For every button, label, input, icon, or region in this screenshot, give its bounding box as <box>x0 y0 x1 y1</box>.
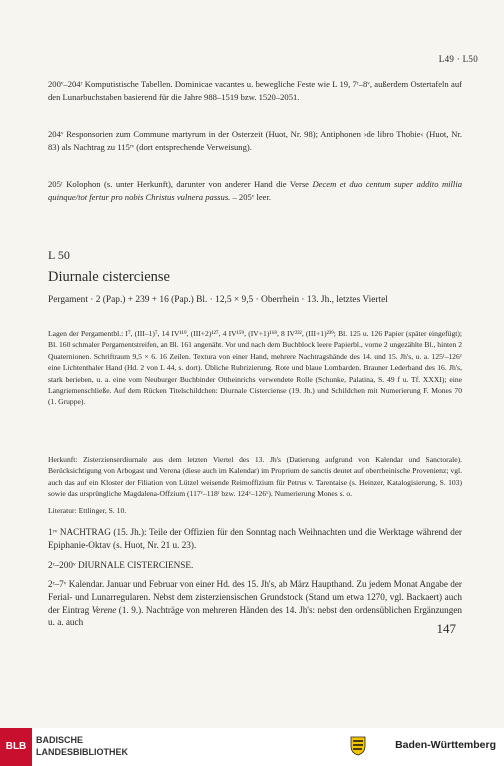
literature: Literatur: Ettlinger, S. 10. <box>48 506 127 515</box>
intro-paragraph-1: 200ᵛ–204ʳ Komputistische Tabellen. Dominicae vacantes u. bewegliche Feste wie L 19, 7ʳ–8ᵛ, außerdem Ostertafeln auf den Lunarbuchstaben basierend für die Jahre 988–1519 bzw. 1520–2051. <box>48 79 462 102</box>
page-number: 147 <box>436 621 456 636</box>
footer-bar <box>0 728 504 766</box>
provenance: Herkunft: Zisterzienserdiurnale aus dem letzten Viertel des 13. Jh's (Datierung aufgrund von Kalendar und Sanctorale). Berücksichtigung von Arbogast und Verena (diese auch im Kalendar) im Proprium de sanctis deutet auf oberrheinische Provenienz; vgl. auch das auf ein Kloster der Filiation von Lützel weisende Reimoffizium für Petrus v. Tarentaise (s. Heinzer, Katalogisierung, S. 103) sowie das ursprüngliche Magdalena-Offzium (117ᵛ–118ʳ bzw. 124ᵛ–126ᵛ). Numerierung Mones s. o. <box>48 455 462 499</box>
physical-description: Lagen der Pergamentbl.: I⁷, (III–1)⁷, 14 IV¹¹⁹, (III+2)¹²⁷, 4 IV¹⁵⁹, (IV+1)¹⁶⁸, 8 IV²³², (III+1)²³⁹; Bl. 125 u. 126 Papier (später eingefügt); Bl. 160 schmaler Pergamentstreifen, an Bl. 161 angenäht. Vor und nach dem Buchblock leere Papierbl., vorne 2 ungezählte Bl., hinten 2 Quaternionen. Schriftraum 9,5 × 6. 16 Zeilen. Textura von einer Hand, mehrere Nachtragshände des 14. und 15. Jh's, u. a. 125ʳ–126ᵛ eine Lichtenthaler Hand (Hd. 2 von L 44, s. dort). Übliche Rubrizierung. Rote und blaue Lombarden. Brauner Lederband des 16. Jh's, stark berieben, u. a. eine vom Neuburger Buchbinder Ottheinrichs verwendete Rolle (Schunke, Palatina, S. 49 f u. Tf. XXXI); eine Langriemenschließe. Auf dem Rücken Titelschildchen: Diurnale Cisterciense (19. Jh.) und Schildchen mit Numerierung F. Mones 70 (1. Gruppe). <box>48 329 462 407</box>
blb-logo: BLB <box>0 728 32 766</box>
entry-description: Pergament · 2 (Pap.) + 239 + 16 (Pap.) Bl. · 12,5 × 9,5 · Oberrhein · 13. Jh., letztes Viertel <box>48 295 388 305</box>
entry-title: Diurnale cisterciense <box>48 269 170 285</box>
section-nachtrag: 1ʳᵛ NACHTRAG (15. Jh.): Teile der Offizien für den Sonntag nach Weihnachten und die Werktage während der Epiphanie-Oktav (s. Huot, Nr. 21 u. 23). <box>48 527 462 550</box>
state-crest-icon <box>350 736 366 756</box>
state-label: Baden-Württemberg <box>395 739 496 751</box>
running-head: L49 · L50 <box>438 54 478 64</box>
section-diurnale: 2ʳ–200ᵛ DIURNALE CISTERCIENSE. <box>48 560 194 570</box>
section-kalendar: 2ʳ–7ᵛ Kalendar. Januar und Februar von einer Hd. des 15. Jh's, ab März Haupthand. Zu jedem Monat Angabe der Ferial- und Lunarregularen. Nebst dem zisterziensischen Grundstock (Stand um etwa 1270, vgl. Backaert) auch der Eintrag Verene (1. 9.). Nachträge von mehreren Händen des 14. Jh's: nebst den ordensüblichen Ergänzungen u. a. auch <box>48 579 462 628</box>
library-name: BADISCHE LANDESBIBLIOTHEK <box>36 735 128 757</box>
entry-number: L 50 <box>48 248 70 262</box>
intro-paragraph-2: 204ᵛ Responsorien zum Commune martyrum in der Osterzeit (Huot, Nr. 98); Antiphonen ›de libro Thobie‹ (Huot, Nr. 83) als Nachtrag zu 115ʳᵛ (dort entsprechende Verweisung). <box>48 129 462 152</box>
intro-paragraph-3: 205ʳ Kolophon (s. unter Herkunft), darunter von anderer Hand die Verse Decem et duo centum super addito millia quinque/tot fertur pro nobis Christus vulnera passus. – 205ᵛ leer. <box>48 179 462 202</box>
